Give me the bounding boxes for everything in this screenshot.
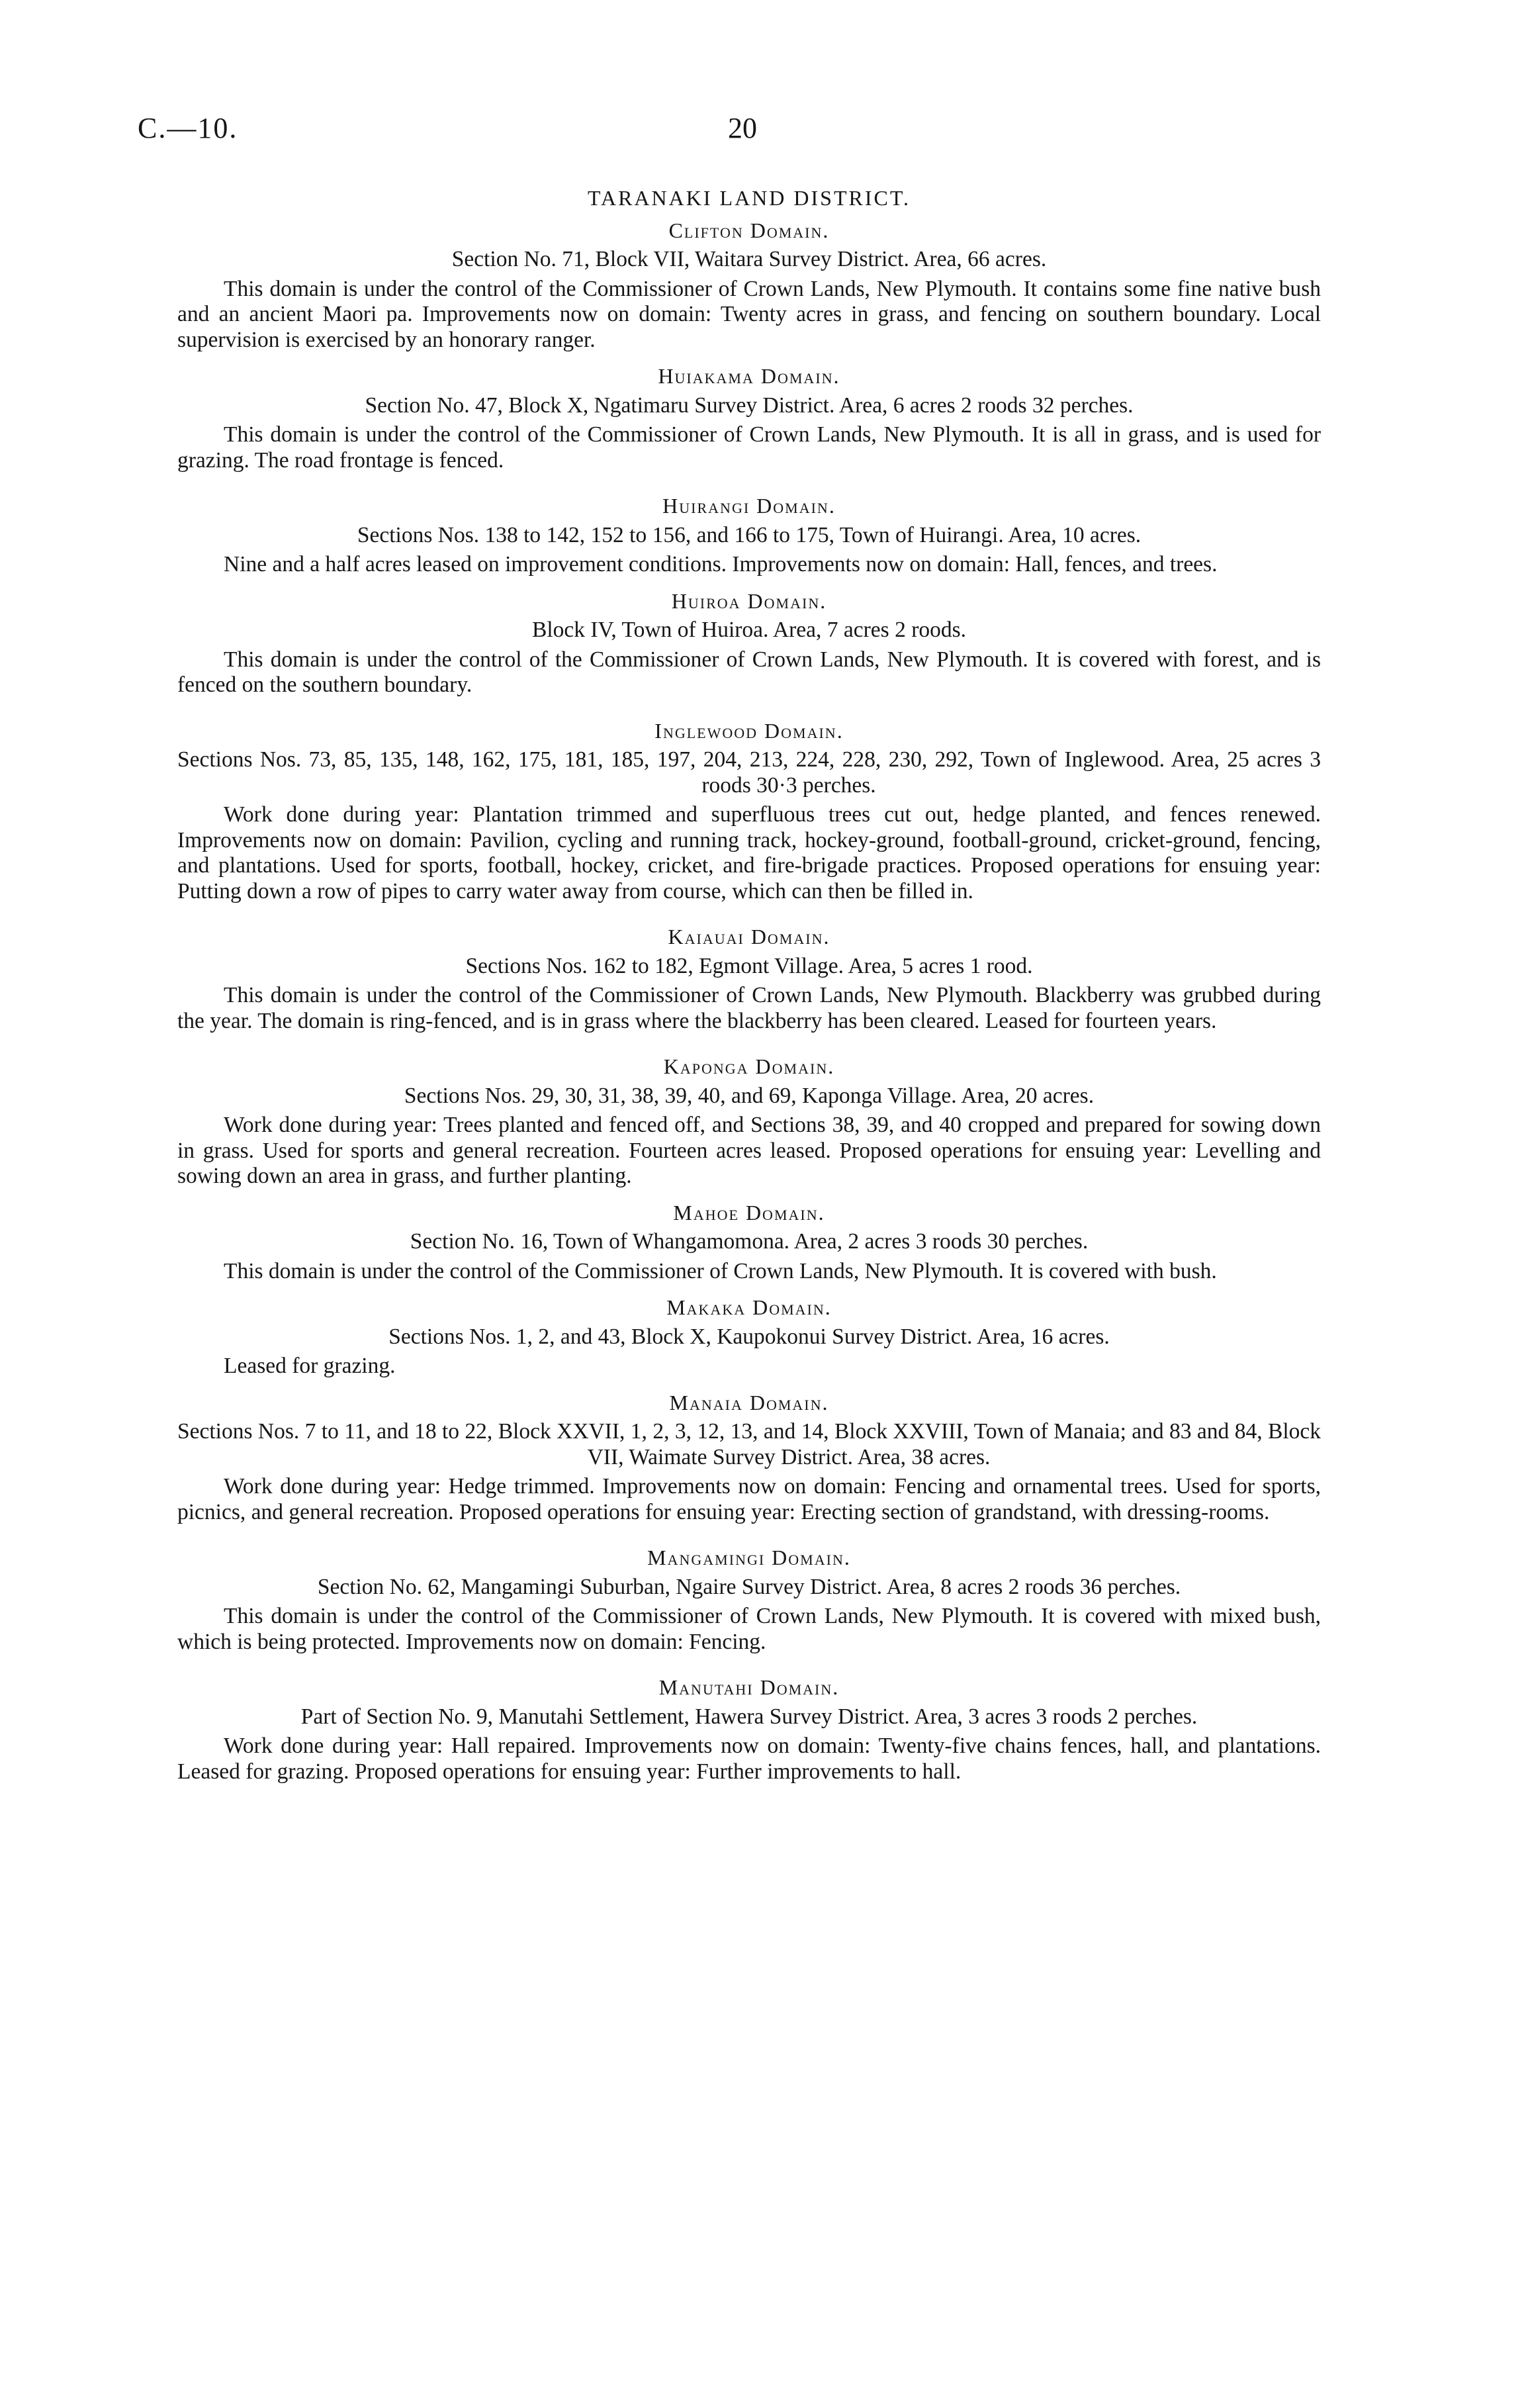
domain-location: Section No. 16, Town of Whangamomona. Area, 2 acres 3 roods 30 perches. <box>410 1229 1089 1254</box>
domain-location: Section No. 62, Mangamingi Suburban, Ngaire Survey District. Area, 8 acres 2 roods 36 perches. <box>317 1574 1181 1599</box>
domain-entry-huiroa <box>177 588 1321 698</box>
domain-title: Manaia Domain. <box>669 1390 829 1414</box>
domain-description: Work done during year: Plantation trimmed and superfluous trees cut out, hedge planted, and fences renewed. Improvements now on domain: Pavilion, cycling and running track, hockey-ground, football-ground, cricket-ground, fencing, and plantations. Used for sports, football, hockey, cricket, and fire-brigade practices. Proposed operations for ensuing year: Putting down a row of pipes to carry water away from course, which can then be filled in. <box>177 802 1321 903</box>
domain-title: Huiakama Domain. <box>658 364 840 388</box>
domain-entry-mangamingi <box>177 1545 1321 1655</box>
domain-title: Clifton Domain. <box>668 218 830 242</box>
domain-location: Block IV, Town of Huiroa. Area, 7 acres 2 roods. <box>531 618 967 642</box>
domain-description: This domain is under the control of the Commissioner of Crown Lands, New Plymouth. It is covered with forest, and is fenced on the southern boundary. <box>177 647 1321 697</box>
domain-entry-huirangi <box>177 493 1321 578</box>
domain-description: This domain is under the control of the Commissioner of Crown Lands, New Plymouth. Blackberry was grubbed during the year. The domain is ring-fenced, and is in grass where the blackberry has been cleared. Leased for fourteen years. <box>177 983 1321 1033</box>
domain-description: Work done during year: Hall repaired. Improvements now on domain: Twenty-five chains fences, hall, and plantations. Leased for grazing. Proposed operations for ensuing year: Further improvements to hall. <box>177 1734 1321 1784</box>
domain-description: This domain is under the control of the Commissioner of Crown Lands, New Plymouth. It is covered with bush. <box>224 1258 1217 1283</box>
domain-description: Work done during year: Trees planted and fenced off, and Sections 38, 39, and 40 cropped and prepared for sowing down in grass. Used for sports and general recreation. Fourteen acres leased. Proposed operations for ensuing year: Levelling and sowing down an area in grass, and further planting. <box>177 1113 1321 1188</box>
domain-description: This domain is under the control of the Commissioner of Crown Lands, New Plymouth. It is covered with mixed bush, which is being protected. Improvements now on domain: Fencing. <box>177 1604 1321 1654</box>
domain-description: This domain is under the control of the Commissioner of Crown Lands, New Plymouth. It contains some fine native bush and an ancient Maori pa. Improvements now on domain: Twenty acres in grass, and fencing on southern boundary. Local supervision is exercised by an honorary ranger. <box>177 276 1321 352</box>
domain-entry-kaponga <box>177 1054 1321 1189</box>
page-content <box>177 185 1321 1784</box>
domain-location: Sections Nos. 1, 2, and 43, Block X, Kaupokonui Survey District. Area, 16 acres. <box>388 1324 1110 1349</box>
domain-entry-kaiauai <box>177 924 1321 1034</box>
domain-entry-mahoe <box>177 1200 1321 1285</box>
domain-title: Mahoe Domain. <box>673 1200 825 1225</box>
domain-title: Inglewood Domain. <box>654 718 844 743</box>
domain-description: Nine and a half acres leased on improvement conditions. Improvements now on domain: Hall, fences, and trees. <box>224 552 1218 577</box>
district-title: TARANAKI LAND DISTRICT. <box>587 186 911 210</box>
domain-entry-inglewood <box>177 718 1321 905</box>
domain-entry-makaka <box>177 1295 1321 1379</box>
domain-entry-clifton <box>177 218 1321 353</box>
domain-title: Kaponga Domain. <box>663 1054 835 1078</box>
domain-title: Huiroa Domain. <box>671 588 827 613</box>
domain-location: Part of Section No. 9, Manutahi Settlement, Hawera Survey District. Area, 3 acres 3 roods 2 perches. <box>300 1704 1198 1729</box>
domain-entry-manaia <box>177 1390 1321 1526</box>
domain-title: Kaiauai Domain. <box>668 925 830 949</box>
domain-location: Sections Nos. 29, 30, 31, 38, 39, 40, and 69, Kaponga Village. Area, 20 acres. <box>404 1083 1095 1108</box>
domain-title: Manutahi Domain. <box>658 1675 840 1699</box>
domain-title: Makaka Domain. <box>666 1295 832 1319</box>
domain-title: Mangamingi Domain. <box>647 1546 851 1569</box>
page-header <box>0 111 1524 151</box>
domain-title: Huirangi Domain. <box>662 494 836 518</box>
page-number: 20 <box>728 112 757 144</box>
domain-location: Sections Nos. 73, 85, 135, 148, 162, 175, 181, 185, 197, 204, 213, 224, 228, 230, 292, Town of Inglewood. Area, 25 acres 3 roods 30·3 perches. <box>177 747 1321 798</box>
domain-location: Sections Nos. 7 to 11, and 18 to 22, Block XXVII, 1, 2, 3, 12, 13, and 14, Block XXVIII, Town of Manaia; and 83 and 84, Block VII, Waimate Survey District. Area, 38 acres. <box>177 1419 1321 1469</box>
domain-location: Sections Nos. 162 to 182, Egmont Village. Area, 5 acres 1 rood. <box>465 953 1033 978</box>
domain-description: This domain is under the control of the Commissioner of Crown Lands, New Plymouth. It is all in grass, and is used for grazing. The road frontage is fenced. <box>177 422 1321 473</box>
domain-location: Section No. 47, Block X, Ngatimaru Survey District. Area, 6 acres 2 roods 32 perches. <box>365 393 1134 418</box>
domain-description: Work done during year: Hedge trimmed. Improvements now on domain: Fencing and ornamental trees. Used for sports, picnics, and general recreation. Proposed operations for ensuing year: Erecting section of grandstand, with dressing-rooms. <box>177 1474 1321 1524</box>
domain-description: Leased for grazing. <box>224 1354 396 1378</box>
domain-entry-huiakama <box>177 363 1321 473</box>
domain-location: Sections Nos. 138 to 142, 152 to 156, and 166 to 175, Town of Huirangi. Area, 10 acres. <box>357 522 1142 547</box>
domain-entry-manutahi <box>177 1675 1321 1784</box>
domain-location: Section No. 71, Block VII, Waitara Survey District. Area, 66 acres. <box>451 247 1047 271</box>
document-code: C.—10. <box>138 112 238 144</box>
